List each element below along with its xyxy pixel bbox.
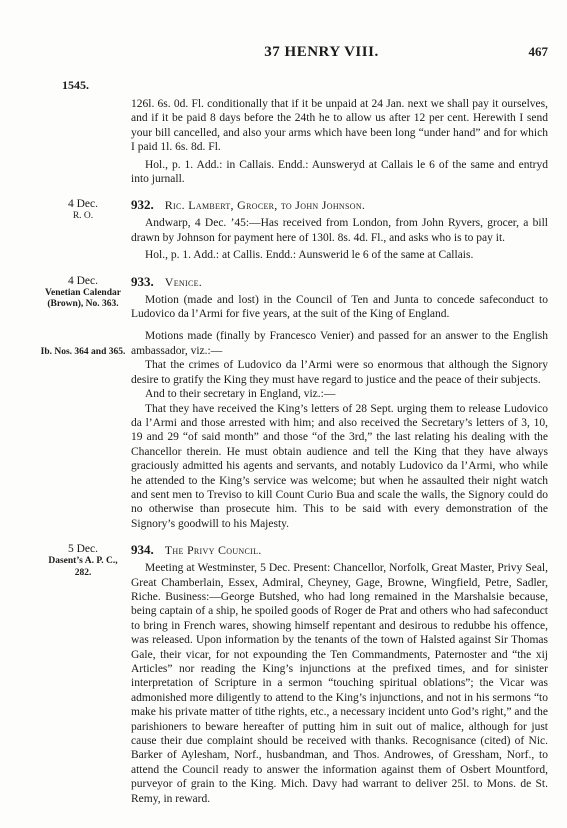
margin-note: [40, 197, 126, 223]
margin-note: [40, 274, 126, 311]
entry-number: 934.: [131, 542, 154, 558]
entry-paragraph: That the crimes of Ludovico da l’Armi were so enormous that although the Signory desire to gratify the King they must have regard to justice and the peace of their subjects.: [131, 359, 548, 386]
entry-title: The Privy Council.: [164, 543, 262, 558]
page-number: 467: [528, 44, 548, 59]
entry-934: [0, 542, 567, 806]
margin-date: 4 Dec.: [67, 198, 98, 211]
entry-paragraph: And to their secretary in England, viz.:—: [145, 388, 336, 401]
margin-date: 4 Dec.: [67, 274, 98, 287]
margin-note: [40, 542, 126, 579]
running-header: [95, 44, 548, 64]
entry-paragraph: Meeting at Westminster, 5 Dec. Present: Chancellor, Norfolk, Great Master, Privy Seal, Great Chamberlain, Essex, Admiral, Cheyney, Gage, Browne, Wingfield, Petre, Sadler, Riche. Business:—George Butshed, who had long remained in the Marshalsie because, being captain of a ship, he spoiled goods of Roger de Prat and others who had safeconduct to bring in French wares, showing himself repentant and desirous to redubbe his offence, was released. Upon information by the tenants of the town of Halsted against Sir Thomas Gale, their vicar, for not expounding the Ten Commandments, Paternoster and “the xij Articles” nor reading the King’s injunctions at the prefixed times, and for sinister interpretation of Scripture in a sermon “touching spiritual oblations”; the Vicar was admonished more diligently to attend to the King’s injunctions, and not in his sermons “to make his private matter of tithe rights, etc., a necessary incident unto God’s right,” and the parishioners to beware hereafter of putting him in suit out of malice, although for just cause their due complaint should be received with thanks. Recognisance (cited) of Nic. Barker of Aylesham, Norf., husbandman, and Thos. Androwes, of Gressham, Norf., to attend the Council ready to answer the information against them of Osbert Mountford, purveyor of grain to the King. Mich. Davy had warrant to deliver 25l. to Mons. de St. Remy, in reward.: [131, 562, 548, 805]
entry-number: 933.: [131, 273, 154, 289]
margin-source-secondary: Ib. Nos. 364 and 365.: [40, 346, 126, 357]
entry-heading: [131, 197, 548, 213]
entry-paragraph: Motion (made and lost) in the Council of Ten and Junta to concede safeconduct to Ludovico da l’Armi for five years, at the suit of the King of England.: [131, 293, 548, 321]
margin-note-secondary: [40, 347, 126, 359]
entry-paragraph: That they have received the King’s letters of 28 Sept. urging them to release Ludovico da l’Armi and those arrested with him; and also received the Secretary’s letters of 3, 10, 19 and 29 “of said month” and those “of the 3rd,” the last relating his dealing with the Chancellor therein. He must obtain audience and tell the King that they have always graciously admitted his agents and servants, and notably Ludovico da l’Armi, who while he attended to the King’s service was welcome; but when he assaulted their night watch and sent men to Treviso to kill Count Curio Bua and scale the walls, the Signory could do no otherwise than prosecute him. This to be said with every demonstration of the Signory’s goodwill to his Majesty.: [131, 402, 548, 530]
entry-paragraph: Andwarp, 4 Dec. ’45:—Has received from London, from John Ryvers, grocer, a bill drawn by Johnson for payment here of 130l. 8s. 4d. Fl., and asks who is to pay it.: [131, 217, 548, 244]
continuation-text: 126l. 6s. 0d. Fl. conditionally that if it be unpaid at 24 Jan. next we shall pay it ourselves, and if it be paid 8 days before the 24th he to allow us after 12 per cent. Herewith I send your bill cancelled, and also your arms which have been long “under hand” and for which I paid 1l. 6s. 8d. Fl.: [131, 98, 548, 154]
entry-paragraph: Motions made (finally by Francesco Venier) and passed for an answer to the English ambassador, viz.:—: [131, 330, 548, 357]
entry-heading: [131, 274, 548, 290]
page-body: [0, 97, 567, 806]
running-title: 37 HENRY VIII.: [264, 44, 379, 60]
continuation-note: Hol., p. 1. Add.: in Callais. Endd.: Aunsweryd at Callais le 6 of the same and entryd into jurnall.: [131, 158, 548, 186]
margin-source: Venetian Calendar (Brown), No. 363.: [45, 287, 121, 310]
entry-heading: [131, 542, 548, 558]
margin-source: Dasent’s A. P. C., 282.: [48, 556, 118, 578]
entry-note: Hol., p. 1. Add.: at Callis. Endd.: Aunswerid le 6 of the same at Callais.: [145, 249, 474, 262]
entry-title: Ric. Lambert, Grocer, to John Johnson.: [164, 198, 366, 213]
year-marker: 1545.: [62, 78, 89, 92]
margin-source: R. O.: [72, 211, 94, 222]
entry-number: 932.: [131, 197, 154, 213]
margin-date: 5 Dec.: [67, 543, 98, 556]
entry-932: [0, 197, 567, 262]
entry-title: Venice.: [164, 274, 203, 289]
entry-933: [0, 274, 567, 532]
